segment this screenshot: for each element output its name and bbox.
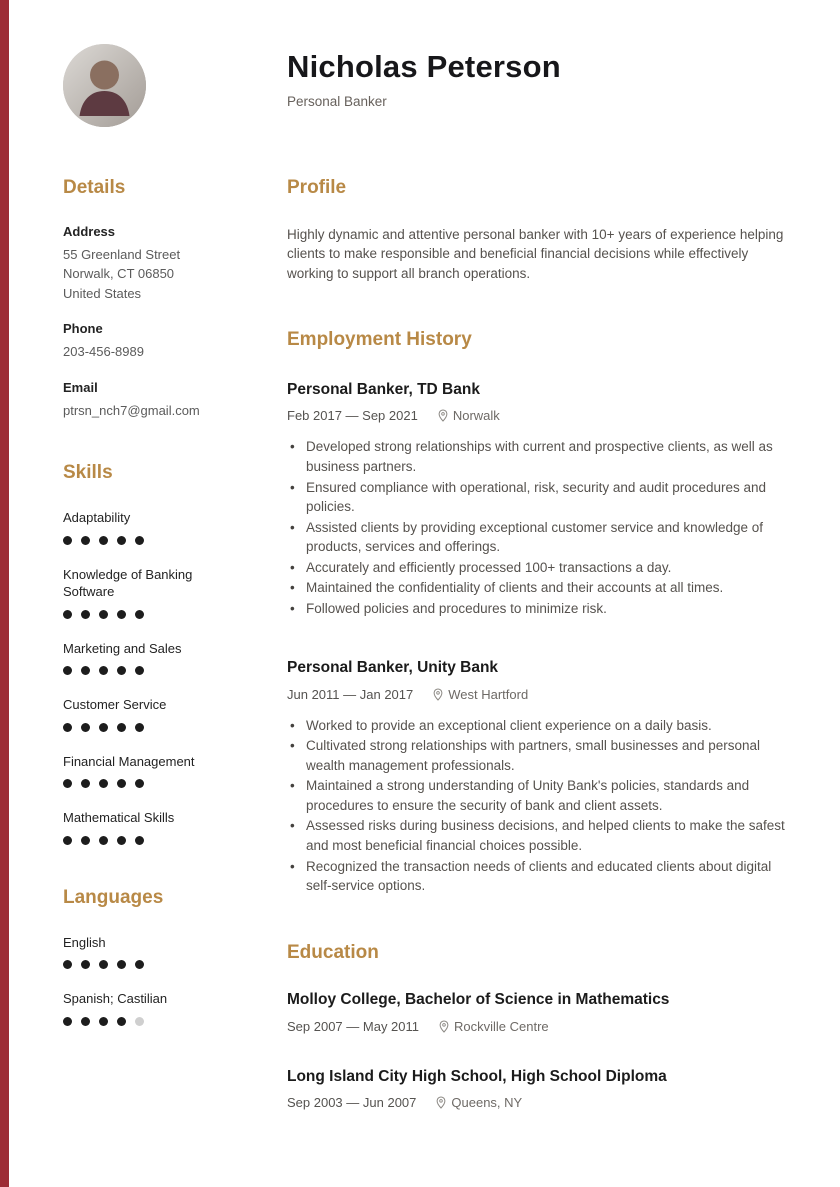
- details-heading: Details: [63, 177, 126, 198]
- job-bullet: • Followed policies and procedures to minimize risk.: [287, 599, 790, 619]
- education-location: [436, 1095, 522, 1110]
- address-line: 55 Greenland Street: [63, 246, 181, 262]
- education-entry: [287, 990, 790, 1033]
- rating-dot-filled: [99, 723, 108, 732]
- profile-photo: [63, 44, 146, 127]
- rating-dot-filled: [135, 610, 144, 619]
- education-title: Molloy College, Bachelor of Science in Mathematics: [287, 991, 670, 1009]
- rating-dot-filled: [81, 779, 90, 788]
- skill-rating: [63, 666, 227, 675]
- education-location-text: Rockville Centre: [454, 1018, 549, 1034]
- rating-dot-filled: [63, 1017, 72, 1026]
- rating-dot-filled: [135, 723, 144, 732]
- job-entry: [287, 658, 790, 895]
- education-meta: [287, 1019, 790, 1034]
- skill-label: Financial Management: [63, 753, 195, 769]
- job-meta: [287, 408, 790, 423]
- skill-label: Mathematical Skills: [63, 810, 175, 826]
- rating-dot-filled: [135, 536, 144, 545]
- rating-dot-filled: [135, 779, 144, 788]
- rating-dot-filled: [117, 610, 126, 619]
- rating-dot-empty: [135, 1017, 144, 1026]
- rating-dot-filled: [81, 960, 90, 969]
- job-title: Personal Banker, TD Bank: [287, 381, 480, 399]
- skill-label: Adaptability: [63, 510, 131, 526]
- rating-dot-filled: [99, 1017, 108, 1026]
- skill-item: [63, 509, 227, 545]
- job-entry: [287, 380, 790, 618]
- email-value: ptrsn_nch7@gmail.com: [63, 402, 200, 418]
- rating-dot-filled: [117, 960, 126, 969]
- languages-section: [63, 887, 227, 1026]
- rating-dot-filled: [99, 610, 108, 619]
- skill-rating: [63, 610, 227, 619]
- skill-item: [63, 640, 227, 676]
- location-pin-icon: [433, 688, 443, 701]
- accent-stripe: [0, 0, 9, 1187]
- location-pin-icon: [439, 1020, 449, 1033]
- main-column: [287, 177, 790, 1110]
- job-bullet: • Cultivated strong relationships with partners, small businesses and personal wealth management professionals.: [287, 736, 790, 775]
- rating-dot-filled: [135, 960, 144, 969]
- rating-dot-filled: [63, 536, 72, 545]
- rating-dot-filled: [81, 836, 90, 845]
- address-line: United States: [63, 285, 142, 301]
- language-label: English: [63, 934, 106, 950]
- profile-summary: Highly dynamic and attentive personal banker with 10+ years of experience helping clients to make responsible and beneficial financial decisions while effectively working to support all branch operations.: [287, 226, 784, 281]
- job-bullets: [287, 437, 790, 618]
- skill-label: Customer Service: [63, 697, 167, 713]
- candidate-role: Personal Banker: [287, 93, 387, 109]
- skill-item: [63, 696, 227, 732]
- rating-dot-filled: [99, 836, 108, 845]
- resume-header: [63, 44, 790, 127]
- job-bullet: • Accurately and efficiently processed 100+ transactions a day.: [287, 558, 790, 578]
- skills-heading: Skills: [63, 462, 113, 484]
- job-bullets: [287, 716, 790, 896]
- rating-dot-filled: [117, 836, 126, 845]
- job-bullet: • Assisted clients by providing exceptional customer service and knowledge of products, services and offerings.: [287, 518, 790, 557]
- rating-dot-filled: [81, 1017, 90, 1026]
- job-meta: [287, 687, 790, 702]
- job-location: [438, 408, 500, 423]
- rating-dot-filled: [117, 1017, 126, 1026]
- employment-heading: Employment History: [287, 329, 472, 351]
- phone-value: 203-456-8989: [63, 344, 144, 360]
- profile-section: [287, 177, 790, 283]
- rating-dot-filled: [63, 779, 72, 788]
- job-location-text: Norwalk: [452, 408, 500, 424]
- skill-label: Knowledge of Banking Software: [63, 566, 193, 600]
- education-dates: Sep 2007 — May 2011: [287, 1018, 420, 1034]
- job-bullet: • Recognized the transaction needs of clients and educated clients about digital self-service options.: [287, 857, 790, 896]
- skill-item: [63, 566, 227, 619]
- job-bullet: • Worked to provide an exceptional client experience on a daily basis.: [287, 716, 790, 736]
- profile-heading: Profile: [287, 177, 347, 198]
- rating-dot-filled: [117, 666, 126, 675]
- rating-dot-filled: [99, 666, 108, 675]
- candidate-name: Nicholas Peterson: [287, 49, 561, 84]
- rating-dot-filled: [117, 536, 126, 545]
- job-title: Personal Banker, Unity Bank: [287, 659, 499, 677]
- rating-dot-filled: [63, 666, 72, 675]
- rating-dot-filled: [99, 536, 108, 545]
- languages-heading: Languages: [63, 886, 164, 908]
- rating-dot-filled: [81, 723, 90, 732]
- name-block: [287, 44, 561, 109]
- skill-item: [63, 753, 227, 789]
- details-section: [63, 177, 227, 420]
- rating-dot-filled: [63, 960, 72, 969]
- photo-column: [63, 44, 287, 127]
- education-section: [287, 942, 790, 1110]
- skill-rating: [63, 779, 227, 788]
- phone-label: Phone: [63, 321, 103, 337]
- job-dates: Jun 2011 — Jan 2017: [287, 686, 414, 702]
- education-location-text: Queens, NY: [451, 1094, 523, 1110]
- job-bullet: • Developed strong relationships with current and prospective clients, as well as business partners.: [287, 437, 790, 476]
- email-group: [63, 380, 227, 421]
- phone-group: [63, 321, 227, 362]
- job-location: [433, 687, 528, 702]
- language-label: Spanish; Castilian: [63, 991, 168, 1007]
- education-dates: Sep 2003 — Jun 2007: [287, 1094, 417, 1110]
- employment-section: [287, 329, 790, 895]
- rating-dot-filled: [117, 723, 126, 732]
- sidebar: [63, 177, 287, 1110]
- education-meta: [287, 1095, 790, 1110]
- rating-dot-filled: [99, 960, 108, 969]
- location-pin-icon: [438, 409, 448, 422]
- rating-dot-filled: [81, 666, 90, 675]
- job-bullet: • Ensured compliance with operational, risk, security and audit procedures and policies.: [287, 478, 790, 517]
- language-item: [63, 990, 227, 1026]
- skill-rating: [63, 723, 227, 732]
- email-label: Email: [63, 379, 98, 395]
- rating-dot-filled: [63, 723, 72, 732]
- location-pin-icon: [436, 1096, 446, 1109]
- rating-dot-filled: [63, 610, 72, 619]
- rating-dot-filled: [81, 610, 90, 619]
- skill-item: [63, 809, 227, 845]
- address-line: Norwalk, CT 06850: [63, 266, 175, 282]
- language-item: [63, 934, 227, 970]
- skill-rating: [63, 536, 227, 545]
- rating-dot-filled: [117, 779, 126, 788]
- job-location-text: West Hartford: [448, 686, 529, 702]
- rating-dot-filled: [63, 836, 72, 845]
- education-entry: [287, 1067, 790, 1110]
- job-bullet: • Maintained the confidentiality of clients and their accounts at all times.: [287, 578, 790, 598]
- address-group: [63, 224, 227, 304]
- address-label: Address: [63, 223, 116, 239]
- job-bullet: • Maintained a strong understanding of Unity Bank's policies, standards and procedures to ensure the security of bank and client assets.: [287, 776, 790, 815]
- rating-dot-filled: [99, 779, 108, 788]
- education-title: Long Island City High School, High School Diploma: [287, 1067, 667, 1085]
- language-rating: [63, 960, 227, 969]
- job-bullet: • Assessed risks during business decisions, and helped clients to make the safest and most beneficial financial choices possible.: [287, 816, 790, 855]
- skill-label: Marketing and Sales: [63, 640, 182, 656]
- education-location: [439, 1019, 549, 1034]
- rating-dot-filled: [81, 536, 90, 545]
- rating-dot-filled: [135, 666, 144, 675]
- language-rating: [63, 1017, 227, 1026]
- skill-rating: [63, 836, 227, 845]
- profile-photo-image: [63, 44, 146, 127]
- skills-section: [63, 462, 227, 845]
- job-dates: Feb 2017 — Sep 2021: [287, 408, 418, 424]
- rating-dot-filled: [135, 836, 144, 845]
- education-heading: Education: [287, 941, 379, 963]
